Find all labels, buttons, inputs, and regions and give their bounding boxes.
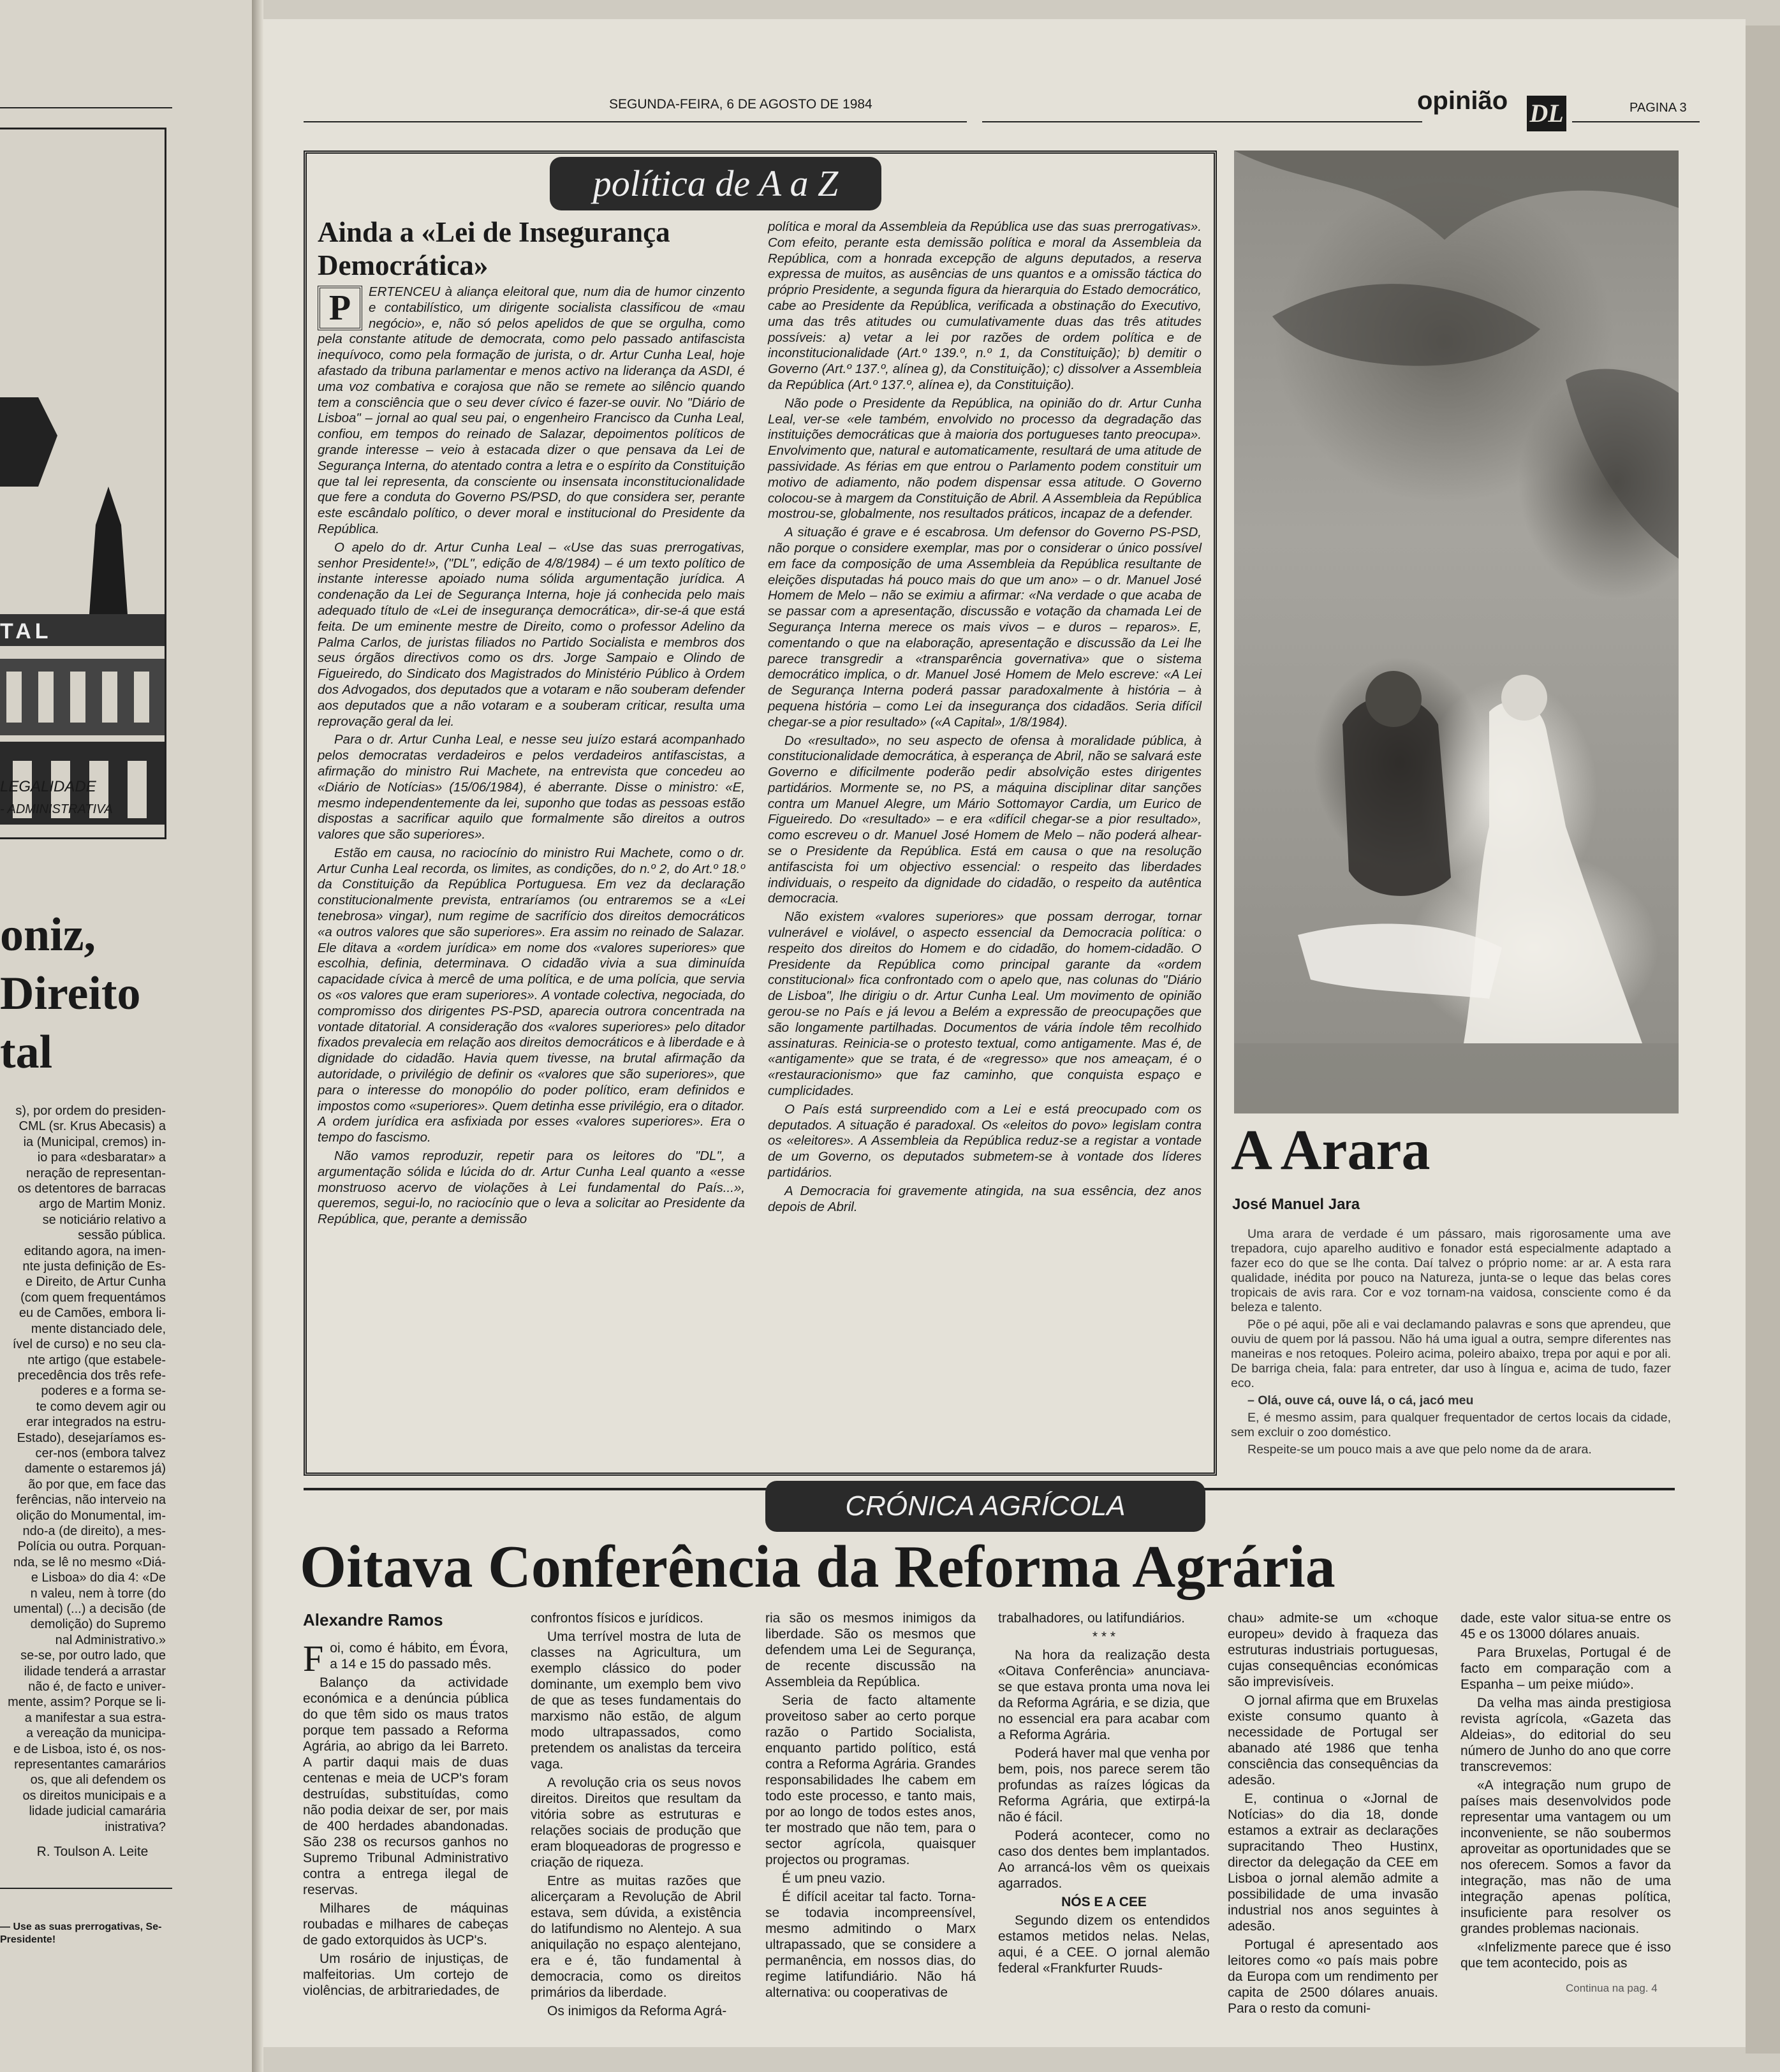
arara-author: José Manuel Jara xyxy=(1232,1196,1360,1213)
left-body-line: neração de representan- xyxy=(26,1166,166,1180)
arara-title: A Arara xyxy=(1231,1119,1431,1182)
paragraph: Não existem «valores superiores» que possam derrogar, tornar vulnerável e violável, o aspecto essencial da Democracia política: o respeito dos direitos do Homem e do cidadão, do homem-cidadão. O Presidente da República como principal garante da «ordem constitucional» fica confrontado com o apelo que, nas colunas do "Diário de Lisboa", lhe dirigiu o dr. Artur Cunha Leal. Um movimento de opinião gerou-se no País e já levou a Belém a expressão de preocupações que são longamente partilhadas. Documentos de vária índole têm recolhido assinaturas. Reinicia-se o protesto textual, como antigamente. Mas é, de «antigamente» que se trata, é de «regresso» que nos ameaçam, é o «restauracionismo» que faz caminho, que conquista espaço e cumplicidades. xyxy=(768,909,1202,1099)
cronica-column-4 xyxy=(998,1610,1210,1997)
left-body-line: nte artigo (que estabele- xyxy=(27,1353,166,1367)
paragraph: Na hora da realização desta «Oitava Conferência» anunciava-se que estava pronta uma nova lei da Reforma Agrária, e se dizia, que no essencial era para acabar com a Reforma Agrária. xyxy=(998,1648,1210,1742)
paragraph: E, continua o «Jornal de Notícias» do dia 18, donde estamos a extrair as declarações supracitando Theo Hustinx, director da delegação da CEE em Lisboa o jornal alemão admite a possibilidade de uma invasão industrial nos anos seguintes à adesão. xyxy=(1228,1791,1438,1934)
paragraph: ERTENCEU à aliança eleitoral que, num dia de humor cinzento e contabilístico, um dirigente socialista classificou de «mau negócio», e, não só pelos apelidos de que se orgulha, como pela constante atitude de democrata, como pelo passado antifascista inequívoco, como pela formação de jurista, o dr. Artur Cunha Leal, hoje afastado da tribuna parlamentar e menos activo na liderança da ASDI, é uma voz combativa e corajosa que não se remete ao silêncio quando tem a consciência que o seu dever cívico é fazer-se ouvir. No "Diário de Lisboa" – jornal ao qual seu pai, o engenheiro Francisco da Cunha Leal, confiou, em tempos do reinado de Salazar, depoimentos políticos de grande interesse – veio à estacada dizer o que pensava da Lei de Segurança Interna, do atentado contra a letra e o espírito da Constituição que tal lei representa, da consciente ou insensata inconstitucionalidade que fere a conduta do Governo PS/PSD, do que considera ser, perante este escândalo político, o dever moral e institucional do Presidente da República. xyxy=(318,284,745,536)
cronica-column-6 xyxy=(1460,1610,1671,1980)
right-page-edge xyxy=(1746,26,1780,2054)
politica-banner xyxy=(550,157,881,210)
left-caption-1: LEGALIDADE xyxy=(0,778,96,795)
paragraph: Uma arara de verdade é um pássaro, mais rigorosamente uma ave trepadora, cujo aparelho auditivo e fonador está especialmente adaptado a fazer eco do que se lhe conta. Daí talvez o próprio nome: ar ar. A esta rara qualidade, inédita por pouco na Natureza, junta-se o leque das belas cores tropicais de avis rara. Cor e voz tornam-na vaidosa, consciente como é da beleza e talento. xyxy=(1231,1227,1671,1314)
left-body-line: ilidade tenderá a arrastar xyxy=(24,1664,166,1679)
paragraph: Do «resultado», no seu aspecto de ofensa à moralidade pública, à constitucionalidade democrática, à esperança de Abril, não se salvará este Governo e dificilmente poderão pedir absolvição estes dirigentes partidários. Mormente se, no PS, a máquina disciplinar ditar sanções contra um Manuel Alegre, um Mário Sottomayor Cardia, um Eurico de Figueiredo. Do «resultado» – e era «difícil chegar-se a pior resultado», como escreveu o dr. Manuel José Homem de Melo – não poderá alhear-se o Presidente da República. Está em causa o que na resolução antifascista foi um objectivo essencial: o respeito das liberdades individuais, o respeito da dignidade do cidadão, o respeito da autêntica democracia. xyxy=(768,733,1202,906)
paragraph: A Democracia foi gravemente atingida, na sua essência, dez anos depois de Abril. xyxy=(768,1183,1202,1214)
paragraph: «A integração num grupo de países mais desenvolvidos pode representar uma vantagem ou um inconveniente, se não soubermos aproveitar as oportunidades que se nos oferecem. Somos a favor da integração, mas não de uma integração apenas política, insuficiente para resolver os grandes problemas nacionais. xyxy=(1460,1778,1671,1936)
cronica-column-5 xyxy=(1228,1610,1438,2016)
left-body-line: Polícia ou outra. Porquan- xyxy=(17,1539,166,1554)
paragraph: política e moral da Assembleia da República use das suas prerrogativas». Com efeito, perante esta demissão política e moral da Assembleia da República, com a honrada excepção de alguns deputados, a reserva expressa de muitos, as ausências de uns quantos e a omissão táctica do próprio Presidente, a segunda figura da hierarquia do Estado democrático, cabe ao Presidente da República, verificada a obstinação do Executivo, uma das três atitudes ou cumulativamente duas das três atitudes possíveis: a) vetar a lei por razões de ordem política e de inconstitucionalidade (Art.º 139.º, n.º 1, da Constituição); b) demitir o Governo (Art.º 137.º, alínea g), da Constituição); c) dissolver a Assembleia da República (Art.º 137.º, alínea e), da Constituição). xyxy=(768,219,1202,392)
paragraph: O jornal afirma que em Bruxelas existe consumo quanto à necessidade de Portugal ser abanado até 1986 que tenha consciência das consequências da adesão. xyxy=(1228,1693,1438,1788)
paragraph: A situação é grave e é escabrosa. Um defensor do Governo PS-PSD, não porque o considere exemplar, mas por o considerar o único possível em face da composição de uma Assembleia da República resultante de eleições disputadas há pouco mais do que um ano» – o dr. Manuel José Homem de Melo – não se eximiu a afirmar: «Na verdade o que acaba de se passar com a apresentação, discussão e votação da chamada Lei de Segurança Interna merece os mais vivos – e duros – reparos». E, comentando o que na elaboração, apresentação e discussão da Lei lhe parece transgredir a «transparência governativa» que o sistema democrático implica, o dr. Manuel José Homem de Melo escreve: «A Lei de Segurança Interna poderá passar paradoxalmente à história – à pequena história – como Lei da insegurança dos cidadãos. Seria difícil chegar-se a pior resultado» («A Capital», 1/8/1984). xyxy=(768,525,1202,730)
paragraph: Poderá haver mal que venha por bem, pois, nos parece serem tão profundas as raízes lógicas da Reforma Agrária, que extirpá-la não é fácil. xyxy=(998,1746,1210,1825)
header-rule-right xyxy=(1572,121,1700,122)
cronica-column-1 xyxy=(303,1640,508,1997)
politica-title: Ainda a «Lei de Insegurança Democrática» xyxy=(318,216,670,281)
left-body-line: a manifestar a sua estra- xyxy=(24,1710,166,1725)
paragraph: Põe o pé aqui, põe ali e vai declamando palavras e sons que aprendeu, que ouviu de quem por lá passou. Não há uma igual a outra, sempre diferentes nas maneiras e nos retoques. Poleiro acima, poleiro abaixo, trepa por aqui e por ali. De barriga cheia, fala: para entreter, dar uso à língua e, acima de tudo, fazer eco. xyxy=(1231,1318,1671,1390)
paragraph: Uma terrível mostra de luta de classes na Agricultura, um exemplo clássico do poder dominante, um exemplo bem vivo de que as teses fundamentais do marxismo não estão, de algum modo ultrapassados, como pretendem os analistas da terceira vaga. xyxy=(531,1629,741,1772)
left-footnote-rule xyxy=(0,1888,172,1889)
left-illustration xyxy=(0,128,166,839)
left-headline-line: oniz, xyxy=(0,909,96,961)
arara-body xyxy=(1231,1227,1671,1460)
paragraph: Para o dr. Artur Cunha Leal, e nesse seu juízo estará acompanhado pelos democratas verdadeiros e pelos verdadeiros antifascistas, a afirmação do ministro Rui Machete, na entrevista que concedeu ao «Diário de Notícias» (15/06/1984), é aberrante. Disse o ministro: «E, mesmo independentemente da lei, suponho que todas as pessoas estão dispostas a sacrificar aquilo que formalmente são direitos a outros valores que são superiores». xyxy=(318,732,745,842)
cronica-column-2 xyxy=(531,1610,741,2018)
paragraph: ria são os mesmos inimigos da liberdade. São os mesmos que defendem uma Lei de Segurança, de recente discussão na Assembleia da República. xyxy=(765,1611,976,1689)
paragraph: * * * xyxy=(1092,1629,1116,1644)
left-body-line: e de Lisboa, isto é, os nos- xyxy=(13,1742,166,1756)
left-body-line: nte justa definição de Es- xyxy=(22,1260,166,1274)
illustration-photo xyxy=(1234,151,1679,1113)
paragraph: Milhares de máquinas roubadas e milhares de cabeças de gado extorquidos às UCP's. xyxy=(303,1901,508,1948)
continua-note: Continua na pag. 4 xyxy=(1566,1982,1658,1994)
paragraph: dade, este valor situa-se entre os 45 e os 13000 dólares anuais. xyxy=(1460,1611,1671,1642)
paragraph: trabalhadores, ou latifundiários. xyxy=(998,1611,1186,1626)
left-body-line: a vereação da municipa- xyxy=(26,1726,166,1741)
paragraph: Da velha mas ainda prestigiosa revista agrícola, «Gazeta das Aldeias», do editorial do seu número de Junho do ano que corre transcrevemos: xyxy=(1460,1696,1671,1774)
left-body-line: umental) (...) a decisão (de xyxy=(13,1602,166,1616)
left-body-line: mente distanciado dele, xyxy=(31,1321,166,1336)
paragraph: E, é mesmo assim, para qualquer frequentador de certos locais da cidade, sem excluir o zoo doméstico. xyxy=(1231,1411,1671,1439)
paragraph: O apelo do dr. Artur Cunha Leal – «Use das suas prerrogativas, senhor Presidente!», ("DL", edição de 4/8/1984) – é um texto político de instante interesse apoiado numa sólida argumentação jurídica. A condenação da Lei de Segurança Interna, hoje já conhecida pelo mais adequado título de «Lei de insegurança democrática», dir-se-á que está feita. De um eminente mestre de Direito, como o professor Adelino da Palma Carlos, de juristas filiados no Partido Socialista e membros dos seus órgãos directivos como os drs. Jorge Sampaio e Olindo de Figueiredo, do Sindicato dos Magistrados do Ministério Público à Ordem dos Advogados, dos deputados que a votaram e não souberam defender aos deputados que a não votaram e a souberam criticar, resulta uma reprovação geral da lei. xyxy=(318,540,745,729)
paragraph: Os inimigos da Reforma Agrá- xyxy=(547,2004,727,2018)
left-body-line: sessão pública. xyxy=(78,1228,166,1243)
politica-banner-text: política de A a Z xyxy=(592,163,839,204)
paragraph: oi, como é hábito, em Évora, a 14 e 15 do passado mês. xyxy=(330,1641,508,1672)
left-body-line: inistrativa? xyxy=(105,1819,166,1834)
left-body-line: nda, se lê no mesmo «Diá- xyxy=(13,1555,166,1569)
left-body-line: poderes e a forma se- xyxy=(41,1384,166,1399)
paragraph: Não vamos reproduzir, repetir para os leitores do "DL", a argumentação sólida e lúcida do dr. Artur Cunha Leal quanto a «esse monstruoso acervo de violações à Lei fundamental do País...», queremos, segui-lo, no raciocínio que o leva a solicitar ao Presidente da República, que, perante a demissão xyxy=(318,1149,745,1227)
left-body-line: olição do Monumental, im- xyxy=(16,1508,166,1523)
left-body-line: io para «desbaratar» a xyxy=(37,1150,166,1165)
left-body-line: eu de Camões, embora li- xyxy=(18,1306,166,1321)
paragraph: Balanço da actividade económica e a denúncia pública do que têm sido os maus tratos porque tem passado a Reforma Agrária, ao abrigo da lei Barreto. A partir daqui mais de duas centenas e meia de UCP's foram destruídas, substituídas, como não podia deixar de ser, por mais de 400 herdades abandonadas. São 238 os recursos ganhos no Supremo Tribunal Administrativo contra a entrega ilegal de reservas. xyxy=(303,1675,508,1897)
left-body-line: precedência dos três refe- xyxy=(17,1368,166,1383)
paragraph: O País está surpreendido com a Lei e está preocupado com os deputados. A situação é paradoxal. Os «eleitos do povo» legislam contra os «eleitores». A Assembleia da República reduz-se a registar a vontade de um Governo, os deputados submetem-se à vontade dos líderes partidários. xyxy=(768,1101,1202,1180)
left-body-line: lidade judicial camarária xyxy=(29,1804,166,1819)
cronica-banner-text: CRÓNICA AGRÍCOLA xyxy=(845,1490,1126,1522)
left-body-line: representantes camarários xyxy=(14,1758,166,1772)
left-signature: R. Toulson A. Leite xyxy=(36,1844,149,1859)
cronica-banner xyxy=(765,1481,1205,1532)
header-section: opinião xyxy=(1417,87,1508,115)
paragraph: NÓS E A CEE xyxy=(1061,1895,1147,1909)
paragraph: É um pneu vazio. xyxy=(782,1871,886,1886)
left-body-line: nal Administrativo.» xyxy=(55,1633,166,1647)
left-body-line: se noticiário relativo a xyxy=(42,1212,166,1227)
left-body-line: Estado), desejaríamos es- xyxy=(17,1430,166,1445)
dl-logo-icon: DL xyxy=(1527,96,1566,131)
left-body-line: ferências, não interveio na xyxy=(16,1493,166,1508)
left-body-line: os direitos municipais e a xyxy=(22,1788,166,1803)
cronica-author: Alexandre Ramos xyxy=(303,1610,443,1629)
politica-column-1 xyxy=(318,284,745,1458)
header-rule-mid xyxy=(982,121,1422,122)
left-caption-2: - ADMINISTRATIVA xyxy=(0,802,113,816)
paragraph: Para Bruxelas, Portugal é de facto em comparação com a Espanha – um peixe miúdo». xyxy=(1460,1645,1671,1692)
paragraph: Poderá acontecer, como no caso dos dentes bem implantados. Ao arrancá-los vêm os queixais agarrados. xyxy=(998,1828,1210,1891)
left-footnote-line: Presidente! xyxy=(0,1934,56,1945)
left-top-rule xyxy=(0,107,172,108)
header-page-number: PAGINA 3 xyxy=(1629,101,1687,115)
paragraph: confrontos físicos e jurídicos. xyxy=(531,1611,703,1626)
left-body-line: te como devem agir ou xyxy=(36,1399,166,1414)
left-footnote xyxy=(0,1921,172,1946)
paragraph: «Infelizmente parece que é isso que tem acontecido, pois as xyxy=(1460,1940,1671,1971)
left-headline-line: Direito xyxy=(0,967,141,1020)
left-body-line: ão por que, em face das xyxy=(28,1477,166,1492)
paragraph: Segundo dizem os entendidos estamos metidos nelas. Nelas, aqui, é a CEE. O jornal alemão federal «Frankfurter Ruuds- xyxy=(998,1913,1210,1976)
left-body-line: se-se, por outro lado, que xyxy=(20,1649,166,1663)
header-date: SEGUNDA-FEIRA, 6 DE AGOSTO DE 1984 xyxy=(609,97,872,112)
left-body-line: argo de Martim Moniz. xyxy=(39,1197,166,1212)
paragraph: Estão em causa, no raciocínio do ministro Rui Machete, como o dr. Artur Cunha Leal recorda, os limites, as condições, do n.º 2, do Art.º 18.º da Constituição da República Portuguesa. Em vez da declaração constitucionalmente prevista, entraríamos (ou entraremos se a «Lei tenebrosa» vingar), num regime de sacrifício dos direitos democráticos «a outros valores que são superiores». Era assim no reinado de Salazar. Ele ditava a «ordem jurídica» em nome dos «valores superiores» que escolhia, definia, determinava. O cidadão vivia a sua diminuída capacidade cívica à mercê de uma política, e de uma polícia, que servia os «os valores que eram superiores». A vontade colectiva, negociada, do compromisso dos dirigentes PS-PSD, aparecia outrora concentrada na vontade ditatorial. A consideração dos «valores superiores» pelo ditador fixados prevalecia em relação aos direitos democráticos e à liberdade e à dignidade do cidadão. Havia quem tivesse, na brutal afirmação da autoridade, o privilégio de definir os «valores que são superiores», que para o interesse do monopólio do poder político, eram definidos e impostos como «superiores». Quem detinha esse privilégio, era o ditador. A ordem jurídica era asfixiada por esses «valores superiores». Era o tempo do fascismo. xyxy=(318,845,745,1145)
paragraph: Respeite-se um pouco mais a ave que pelo nome da de arara. xyxy=(1247,1443,1592,1457)
left-body-line: damente o estaremos já) xyxy=(24,1462,166,1476)
left-body-line: mente, assim? Porque se li- xyxy=(8,1695,166,1710)
paragraph: Portugal é apresentado aos leitores como «o país mais pobre da Europa com um rendimento per capita de 2500 dólares anuais. Para o resto da comuni- xyxy=(1228,1937,1438,2016)
dropcap-f: F xyxy=(303,1638,324,1679)
dropcap-p-icon: P xyxy=(318,286,362,330)
left-body-line: editando agora, na imen- xyxy=(24,1244,166,1258)
left-headline-line: tal xyxy=(0,1026,53,1078)
paragraph: Entre as muitas razões que alicerçaram a Revolução de Abril estava, sem dúvida, a existência do latifundismo no Alentejo. A sua aniquilação no espaço alentejano, era e é, tão fundamental à democracia, como os direitos primários da liberdade. xyxy=(531,1874,741,2000)
left-body-line: s), por ordem do presiden- xyxy=(15,1104,166,1118)
paragraph: Seria de facto altamente proveitoso saber ao certo porque razão o Partido Socialista, enquanto partido político, está contra a Reforma Agrária. Grandes responsabilidades lhe cabem em todo este processo, e tanto mais, por ao longo de todos estes anos, ter mostrado que não tem, para o sector agrícola, quaisquer projectos ou programas. xyxy=(765,1693,976,1867)
left-body-line: não é, de facto e univer- xyxy=(28,1680,166,1694)
left-body-line: ível de curso) e no seu cla- xyxy=(12,1337,166,1352)
paragraph: – Olá, ouve cá, ouve lá, o cá, jacó meu xyxy=(1247,1393,1474,1407)
cronica-title: Oitava Conferência da Reforma Agrária xyxy=(300,1534,1335,1600)
paragraph: A revolução cria os seus novos direitos. Direitos que resultam da vitória sobre as estruturas e relações sociais de produção que eram bloqueadoras de progresso e criação de riqueza. xyxy=(531,1775,741,1870)
left-body-line: CML (sr. Krus Abecasis) a xyxy=(18,1119,166,1134)
left-body-line: ia (Municipal, cremos) in- xyxy=(23,1135,166,1149)
left-body-line: erar integrados na estru- xyxy=(26,1415,166,1430)
cronica-column-3 xyxy=(765,1610,976,2000)
left-facing-page xyxy=(0,0,252,2072)
left-body-line: e Lisboa» do dia 4: «De xyxy=(31,1571,166,1585)
monument-drawing-icon xyxy=(0,129,165,837)
paragraph: chau» admite-se um «choque europeu» devido à fraqueza das estruturas industriais portuguesas, cujas consequências económicas são imprevisíveis. xyxy=(1228,1611,1438,1689)
monument-sign: TAL xyxy=(0,619,52,643)
left-body-line: os detentores de barracas xyxy=(17,1182,166,1196)
left-body-line: os, que ali defendem os xyxy=(30,1773,166,1788)
couple-under-trees-image xyxy=(1234,151,1679,1113)
paragraph: Não pode o Presidente da República, na opinião do dr. Artur Cunha Leal, ver-se «ele também, envolvido no processo da degradação das instituições democráticas que à maioria dos portugueses tanto preocupa». Envolvimento que, natural e automaticamente, resultará de uma atitude de passividade. As férias em que entrou o Parlamento podem constituir um motivo de adiamento, não podem dispensar essa atitude. O Governo colocou-se à margem da Constituição de Abril. A Assembleia da República mostrou-se, globalmente, nos resultados práticos, incapaz de a defender. xyxy=(768,395,1202,522)
left-body-line: e Direito, de Artur Cunha xyxy=(25,1275,166,1289)
left-headline xyxy=(0,906,141,1082)
politica-column-2 xyxy=(768,219,1202,1457)
paragraph: Um rosário de injustiças, de malfeitorias. Um cortejo de violências, de arbitrariedades, de xyxy=(303,1951,508,1998)
left-footnote-line: — Use as suas prerrogativas, Se- xyxy=(0,1921,162,1932)
left-body-line: n valeu, nem à torre (do xyxy=(30,1586,166,1601)
left-body-line: (com quem frequentámos xyxy=(20,1290,166,1305)
left-body-line: ndo-a (de direito), a mes- xyxy=(22,1524,166,1538)
left-body-text xyxy=(0,1103,166,1835)
header-rule-left xyxy=(304,121,967,122)
page-gutter xyxy=(252,0,263,2072)
left-body-line: demolição) do Supremo xyxy=(30,1617,166,1632)
paragraph: É difícil aceitar tal facto. Torna-se todavia incompreensível, mesmo admitindo o Marx ultrapassado, que se considere a permanência, em nossos dias, do regime latifundiário. Não há alternativa: ou cooperativas de xyxy=(765,1890,976,2000)
left-body-line: cer-nos (embora talvez xyxy=(35,1446,166,1460)
